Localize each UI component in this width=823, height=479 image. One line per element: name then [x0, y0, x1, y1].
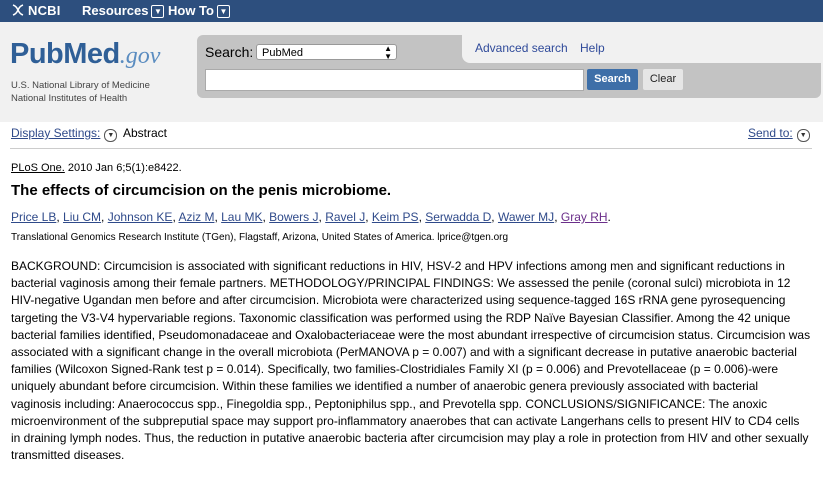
- updown-arrows-icon: ▲ ▼: [384, 44, 392, 61]
- advanced-search-link[interactable]: Advanced search: [475, 41, 568, 55]
- gov-suffix: .gov: [119, 43, 161, 69]
- citation-details: 2010 Jan 6;5(1):e8422.: [64, 162, 182, 174]
- format-label: Abstract: [123, 126, 168, 140]
- pubmed-wordmark: PubMed: [10, 38, 120, 70]
- author-link[interactable]: Liu CM: [63, 210, 102, 224]
- author-link[interactable]: Bowers J: [269, 210, 319, 224]
- chevron-down-icon: ▼: [151, 5, 164, 18]
- nlm-attribution: [11, 79, 150, 105]
- abstract-text: BACKGROUND: Circumcision is associated with significant reductions in HIV, HSV-2 and HPV infections among men and significant reductions in bacterial vaginosis among their female partners. METHODOLOGY/PRINCIPAL FINDINGS: We assessed the penile (coronal sulci) microbiota in 12 HIV-negative Ugandan men before and after circumcision. Microbiota were characterized using sequence-tagged 16S rRNA gene pyrosequencing targeting the V3-V4 hypervariable regions. Taxonomic classification was performed using the RDP Naïve Bayesian Classifier. Among the 42 unique bacterial families identified, Pseudomonadaceae and Oxalobacteriaceae were the most abundant irrespective of circumcision status. Circumcision was associated with a significant change in the overall microbiota (PerMANOVA p = 0.007) and with a significant decrease in putative anaerobic bacterial families (Wilcoxon Signed-Rank test p = 0.014). Specifically, two families-Clostridiales Family XI (p = 0.006) and Prevotellaceae (p = 0.006)-were uniquely abundant before circumcision. Within these families we identified a number of anaerobic genera previously associated with bacterial vaginosis including: Anaerococcus spp., Finegoldia spp., Peptoniphilus spp., and Prevotella spp. CONCLUSIONS/SIGNIFICANCE: The anoxic microenvironment of the subpreputial space may support pro-inflammatory anaerobes that can activate Langerhans cells to present HIV to CD4 cells in draining lymph nodes. Thus, the reduction in putative anaerobic bacteria after circumcision may play a role in protection from HIV and other sexually transmitted diseases.: [11, 259, 811, 463]
- author-link[interactable]: Gray RH: [560, 210, 608, 224]
- affiliation: Translational Genomics Research Institute (TGen), Flagstaff, Arizona, United States of America. lprice@tgen.org: [11, 232, 509, 243]
- display-toolbar: [0, 125, 823, 143]
- database-select[interactable]: [256, 44, 397, 60]
- display-settings-link[interactable]: Display Settings:: [11, 126, 101, 140]
- ncbi-top-bar: [0, 0, 823, 22]
- author-link[interactable]: Price LB: [11, 210, 57, 224]
- search-input[interactable]: [205, 69, 584, 91]
- ncbi-home-link[interactable]: [11, 3, 61, 18]
- chevron-down-icon[interactable]: ▼: [104, 129, 117, 142]
- author-link[interactable]: Ravel J: [325, 210, 366, 224]
- author-link[interactable]: Lau MK: [221, 210, 263, 224]
- author-link[interactable]: Serwadda D: [425, 210, 492, 224]
- howto-menu[interactable]: [168, 3, 230, 18]
- resources-label: Resources: [82, 3, 149, 18]
- article-title: The effects of circumcision on the penis microbiome.: [11, 182, 392, 199]
- journal-link[interactable]: PLoS One.: [11, 162, 65, 174]
- chevron-down-icon: ▼: [217, 5, 230, 18]
- ncbi-helix-icon: [11, 3, 25, 17]
- help-link[interactable]: Help: [580, 41, 605, 55]
- author-link[interactable]: Aziz M: [178, 210, 215, 224]
- search-label: Search:: [205, 44, 254, 60]
- nlm-line: U.S. National Library of Medicine: [11, 80, 150, 91]
- nih-line: National Institutes of Health: [11, 93, 128, 104]
- author-link[interactable]: Wawer MJ: [497, 210, 555, 224]
- howto-label: How To: [168, 3, 214, 18]
- database-value: PubMed: [262, 47, 303, 59]
- author-link[interactable]: Johnson KE: [107, 210, 173, 224]
- send-to[interactable]: [748, 126, 810, 142]
- clear-button[interactable]: Clear: [643, 69, 683, 90]
- author-list: Price LB, Liu CM, Johnson KE, Aziz M, Lau MK, Bowers J, Ravel J, Keim PS, Serwadda D, Wawer MJ, Gray RH.: [11, 210, 611, 224]
- pubmed-logo[interactable]: [10, 38, 160, 71]
- citation: [11, 162, 182, 174]
- chevron-down-icon[interactable]: ▼: [797, 129, 810, 142]
- send-to-link[interactable]: Send to:: [748, 126, 793, 140]
- ncbi-label: NCBI: [28, 3, 61, 18]
- search-button[interactable]: Search: [587, 69, 638, 90]
- divider: [10, 148, 812, 149]
- resources-menu[interactable]: [82, 3, 164, 18]
- author-link[interactable]: Keim PS: [371, 210, 419, 224]
- display-settings[interactable]: [11, 126, 117, 142]
